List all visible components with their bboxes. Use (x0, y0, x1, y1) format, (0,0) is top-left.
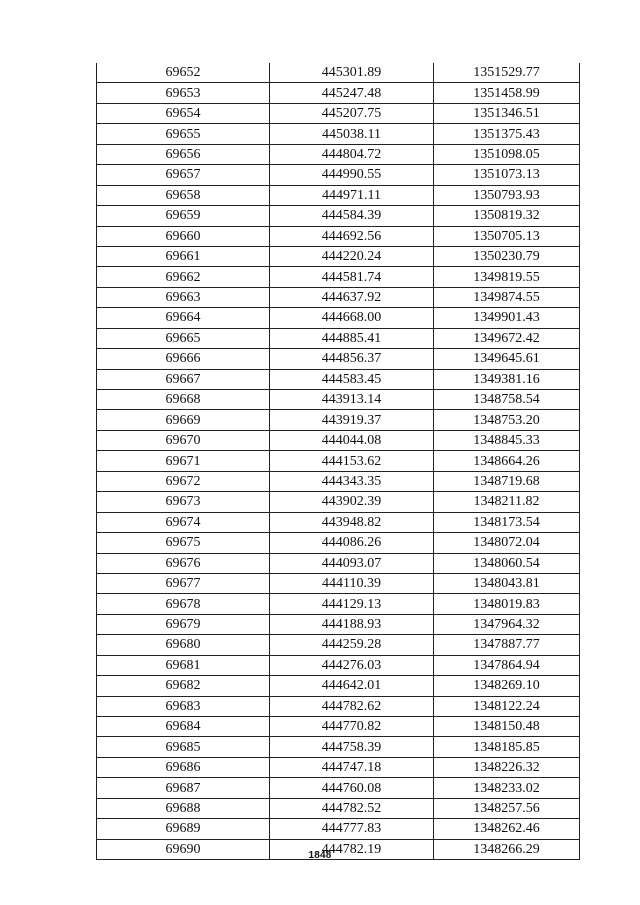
point-id-cell: 69682 (97, 676, 270, 696)
y-coordinate-cell: 1348753.20 (434, 410, 580, 430)
x-coordinate-cell: 444642.01 (270, 676, 434, 696)
point-id-cell: 69657 (97, 165, 270, 185)
table-row (97, 798, 580, 818)
x-coordinate-cell: 444804.72 (270, 144, 434, 164)
y-coordinate-cell: 1348185.85 (434, 737, 580, 757)
x-coordinate-cell: 444129.13 (270, 594, 434, 614)
x-coordinate-cell: 444584.39 (270, 206, 434, 226)
table-row (97, 369, 580, 389)
point-id-cell: 69669 (97, 410, 270, 430)
y-coordinate-cell: 1348060.54 (434, 553, 580, 573)
point-id-cell: 69668 (97, 390, 270, 410)
table-row (97, 594, 580, 614)
table-row (97, 655, 580, 675)
x-coordinate-cell: 444770.82 (270, 717, 434, 737)
point-id-cell: 69662 (97, 267, 270, 287)
table-row (97, 573, 580, 593)
point-id-cell: 69680 (97, 635, 270, 655)
x-coordinate-cell: 444782.19 (270, 839, 434, 859)
point-id-cell: 69684 (97, 717, 270, 737)
y-coordinate-cell: 1348211.82 (434, 492, 580, 512)
y-coordinate-cell: 1351375.43 (434, 124, 580, 144)
y-coordinate-cell: 1348266.29 (434, 839, 580, 859)
page-number: 1848 (308, 850, 332, 861)
point-id-cell: 69679 (97, 614, 270, 634)
point-id-cell: 69681 (97, 655, 270, 675)
x-coordinate-cell: 445038.11 (270, 124, 434, 144)
y-coordinate-cell: 1348072.04 (434, 533, 580, 553)
table-row (97, 696, 580, 716)
point-id-cell: 69666 (97, 349, 270, 369)
table-row (97, 287, 580, 307)
point-id-cell: 69674 (97, 512, 270, 532)
y-coordinate-cell: 1350230.79 (434, 246, 580, 266)
y-coordinate-cell: 1348664.26 (434, 451, 580, 471)
y-coordinate-cell: 1347964.32 (434, 614, 580, 634)
y-coordinate-cell: 1351529.77 (434, 63, 580, 83)
x-coordinate-cell: 444782.52 (270, 798, 434, 818)
x-coordinate-cell: 443902.39 (270, 492, 434, 512)
x-coordinate-cell: 444971.11 (270, 185, 434, 205)
x-coordinate-cell: 444086.26 (270, 533, 434, 553)
y-coordinate-cell: 1351073.13 (434, 165, 580, 185)
y-coordinate-cell: 1349901.43 (434, 308, 580, 328)
x-coordinate-cell: 443913.14 (270, 390, 434, 410)
table-row (97, 614, 580, 634)
table-row (97, 144, 580, 164)
x-coordinate-cell: 444110.39 (270, 573, 434, 593)
table-row (97, 410, 580, 430)
y-coordinate-cell: 1348233.02 (434, 778, 580, 798)
point-id-cell: 69661 (97, 246, 270, 266)
table-row (97, 226, 580, 246)
table-row (97, 206, 580, 226)
table-row (97, 471, 580, 491)
point-id-cell: 69673 (97, 492, 270, 512)
point-id-cell: 69685 (97, 737, 270, 757)
table-row (97, 63, 580, 83)
y-coordinate-cell: 1348845.33 (434, 430, 580, 450)
y-coordinate-cell: 1348122.24 (434, 696, 580, 716)
x-coordinate-cell: 444343.35 (270, 471, 434, 491)
y-coordinate-cell: 1348173.54 (434, 512, 580, 532)
x-coordinate-cell: 444692.56 (270, 226, 434, 246)
table-row (97, 512, 580, 532)
point-id-cell: 69653 (97, 83, 270, 103)
point-id-cell: 69671 (97, 451, 270, 471)
y-coordinate-cell: 1348019.83 (434, 594, 580, 614)
y-coordinate-cell: 1349874.55 (434, 287, 580, 307)
point-id-cell: 69675 (97, 533, 270, 553)
y-coordinate-cell: 1350705.13 (434, 226, 580, 246)
point-id-cell: 69670 (97, 430, 270, 450)
table-row (97, 430, 580, 450)
point-id-cell: 69654 (97, 103, 270, 123)
y-coordinate-cell: 1348043.81 (434, 573, 580, 593)
point-id-cell: 69689 (97, 819, 270, 839)
y-coordinate-cell: 1347887.77 (434, 635, 580, 655)
x-coordinate-cell: 444153.62 (270, 451, 434, 471)
x-coordinate-cell: 443948.82 (270, 512, 434, 532)
x-coordinate-cell: 445247.48 (270, 83, 434, 103)
y-coordinate-cell: 1350793.93 (434, 185, 580, 205)
x-coordinate-cell: 444259.28 (270, 635, 434, 655)
x-coordinate-cell: 444583.45 (270, 369, 434, 389)
table-row (97, 349, 580, 369)
x-coordinate-cell: 444782.62 (270, 696, 434, 716)
y-coordinate-cell: 1348269.10 (434, 676, 580, 696)
table-row (97, 533, 580, 553)
x-coordinate-cell: 444188.93 (270, 614, 434, 634)
x-coordinate-cell: 444758.39 (270, 737, 434, 757)
point-id-cell: 69672 (97, 471, 270, 491)
table-row (97, 246, 580, 266)
y-coordinate-cell: 1348758.54 (434, 390, 580, 410)
table-row (97, 83, 580, 103)
table-row (97, 778, 580, 798)
point-id-cell: 69665 (97, 328, 270, 348)
table-row (97, 308, 580, 328)
table-row (97, 737, 580, 757)
point-id-cell: 69663 (97, 287, 270, 307)
y-coordinate-cell: 1348150.48 (434, 717, 580, 737)
y-coordinate-cell: 1348262.46 (434, 819, 580, 839)
x-coordinate-cell: 444637.92 (270, 287, 434, 307)
x-coordinate-cell: 444856.37 (270, 349, 434, 369)
table-row (97, 103, 580, 123)
point-id-cell: 69660 (97, 226, 270, 246)
y-coordinate-cell: 1349381.16 (434, 369, 580, 389)
table-row (97, 553, 580, 573)
y-coordinate-cell: 1351346.51 (434, 103, 580, 123)
table-row (97, 267, 580, 287)
point-id-cell: 69683 (97, 696, 270, 716)
coordinates-table-body (97, 63, 580, 860)
point-id-cell: 69690 (97, 839, 270, 859)
point-id-cell: 69652 (97, 63, 270, 83)
point-id-cell: 69676 (97, 553, 270, 573)
x-coordinate-cell: 444668.00 (270, 308, 434, 328)
x-coordinate-cell: 444220.24 (270, 246, 434, 266)
y-coordinate-cell: 1349672.42 (434, 328, 580, 348)
x-coordinate-cell: 444777.83 (270, 819, 434, 839)
table-row (97, 635, 580, 655)
x-coordinate-cell: 444044.08 (270, 430, 434, 450)
point-id-cell: 69688 (97, 798, 270, 818)
table-row (97, 185, 580, 205)
point-id-cell: 69678 (97, 594, 270, 614)
table-row (97, 676, 580, 696)
table-row (97, 717, 580, 737)
x-coordinate-cell: 444990.55 (270, 165, 434, 185)
y-coordinate-cell: 1348226.32 (434, 757, 580, 777)
point-id-cell: 69656 (97, 144, 270, 164)
table-row (97, 451, 580, 471)
x-coordinate-cell: 443919.37 (270, 410, 434, 430)
point-id-cell: 69664 (97, 308, 270, 328)
y-coordinate-cell: 1348719.68 (434, 471, 580, 491)
table-row (97, 390, 580, 410)
table-row (97, 757, 580, 777)
x-coordinate-cell: 444747.18 (270, 757, 434, 777)
point-id-cell: 69655 (97, 124, 270, 144)
y-coordinate-cell: 1351458.99 (434, 83, 580, 103)
x-coordinate-cell: 444581.74 (270, 267, 434, 287)
coordinates-table (96, 63, 580, 860)
point-id-cell: 69686 (97, 757, 270, 777)
x-coordinate-cell: 444760.08 (270, 778, 434, 798)
point-id-cell: 69658 (97, 185, 270, 205)
table-row (97, 328, 580, 348)
y-coordinate-cell: 1348257.56 (434, 798, 580, 818)
x-coordinate-cell: 444885.41 (270, 328, 434, 348)
table-row (97, 124, 580, 144)
x-coordinate-cell: 445207.75 (270, 103, 434, 123)
table-row (97, 819, 580, 839)
x-coordinate-cell: 445301.89 (270, 63, 434, 83)
table-row (97, 492, 580, 512)
point-id-cell: 69667 (97, 369, 270, 389)
x-coordinate-cell: 444276.03 (270, 655, 434, 675)
y-coordinate-cell: 1349819.55 (434, 267, 580, 287)
x-coordinate-cell: 444093.07 (270, 553, 434, 573)
y-coordinate-cell: 1347864.94 (434, 655, 580, 675)
point-id-cell: 69659 (97, 206, 270, 226)
point-id-cell: 69687 (97, 778, 270, 798)
y-coordinate-cell: 1350819.32 (434, 206, 580, 226)
y-coordinate-cell: 1351098.05 (434, 144, 580, 164)
point-id-cell: 69677 (97, 573, 270, 593)
table-row (97, 165, 580, 185)
y-coordinate-cell: 1349645.61 (434, 349, 580, 369)
